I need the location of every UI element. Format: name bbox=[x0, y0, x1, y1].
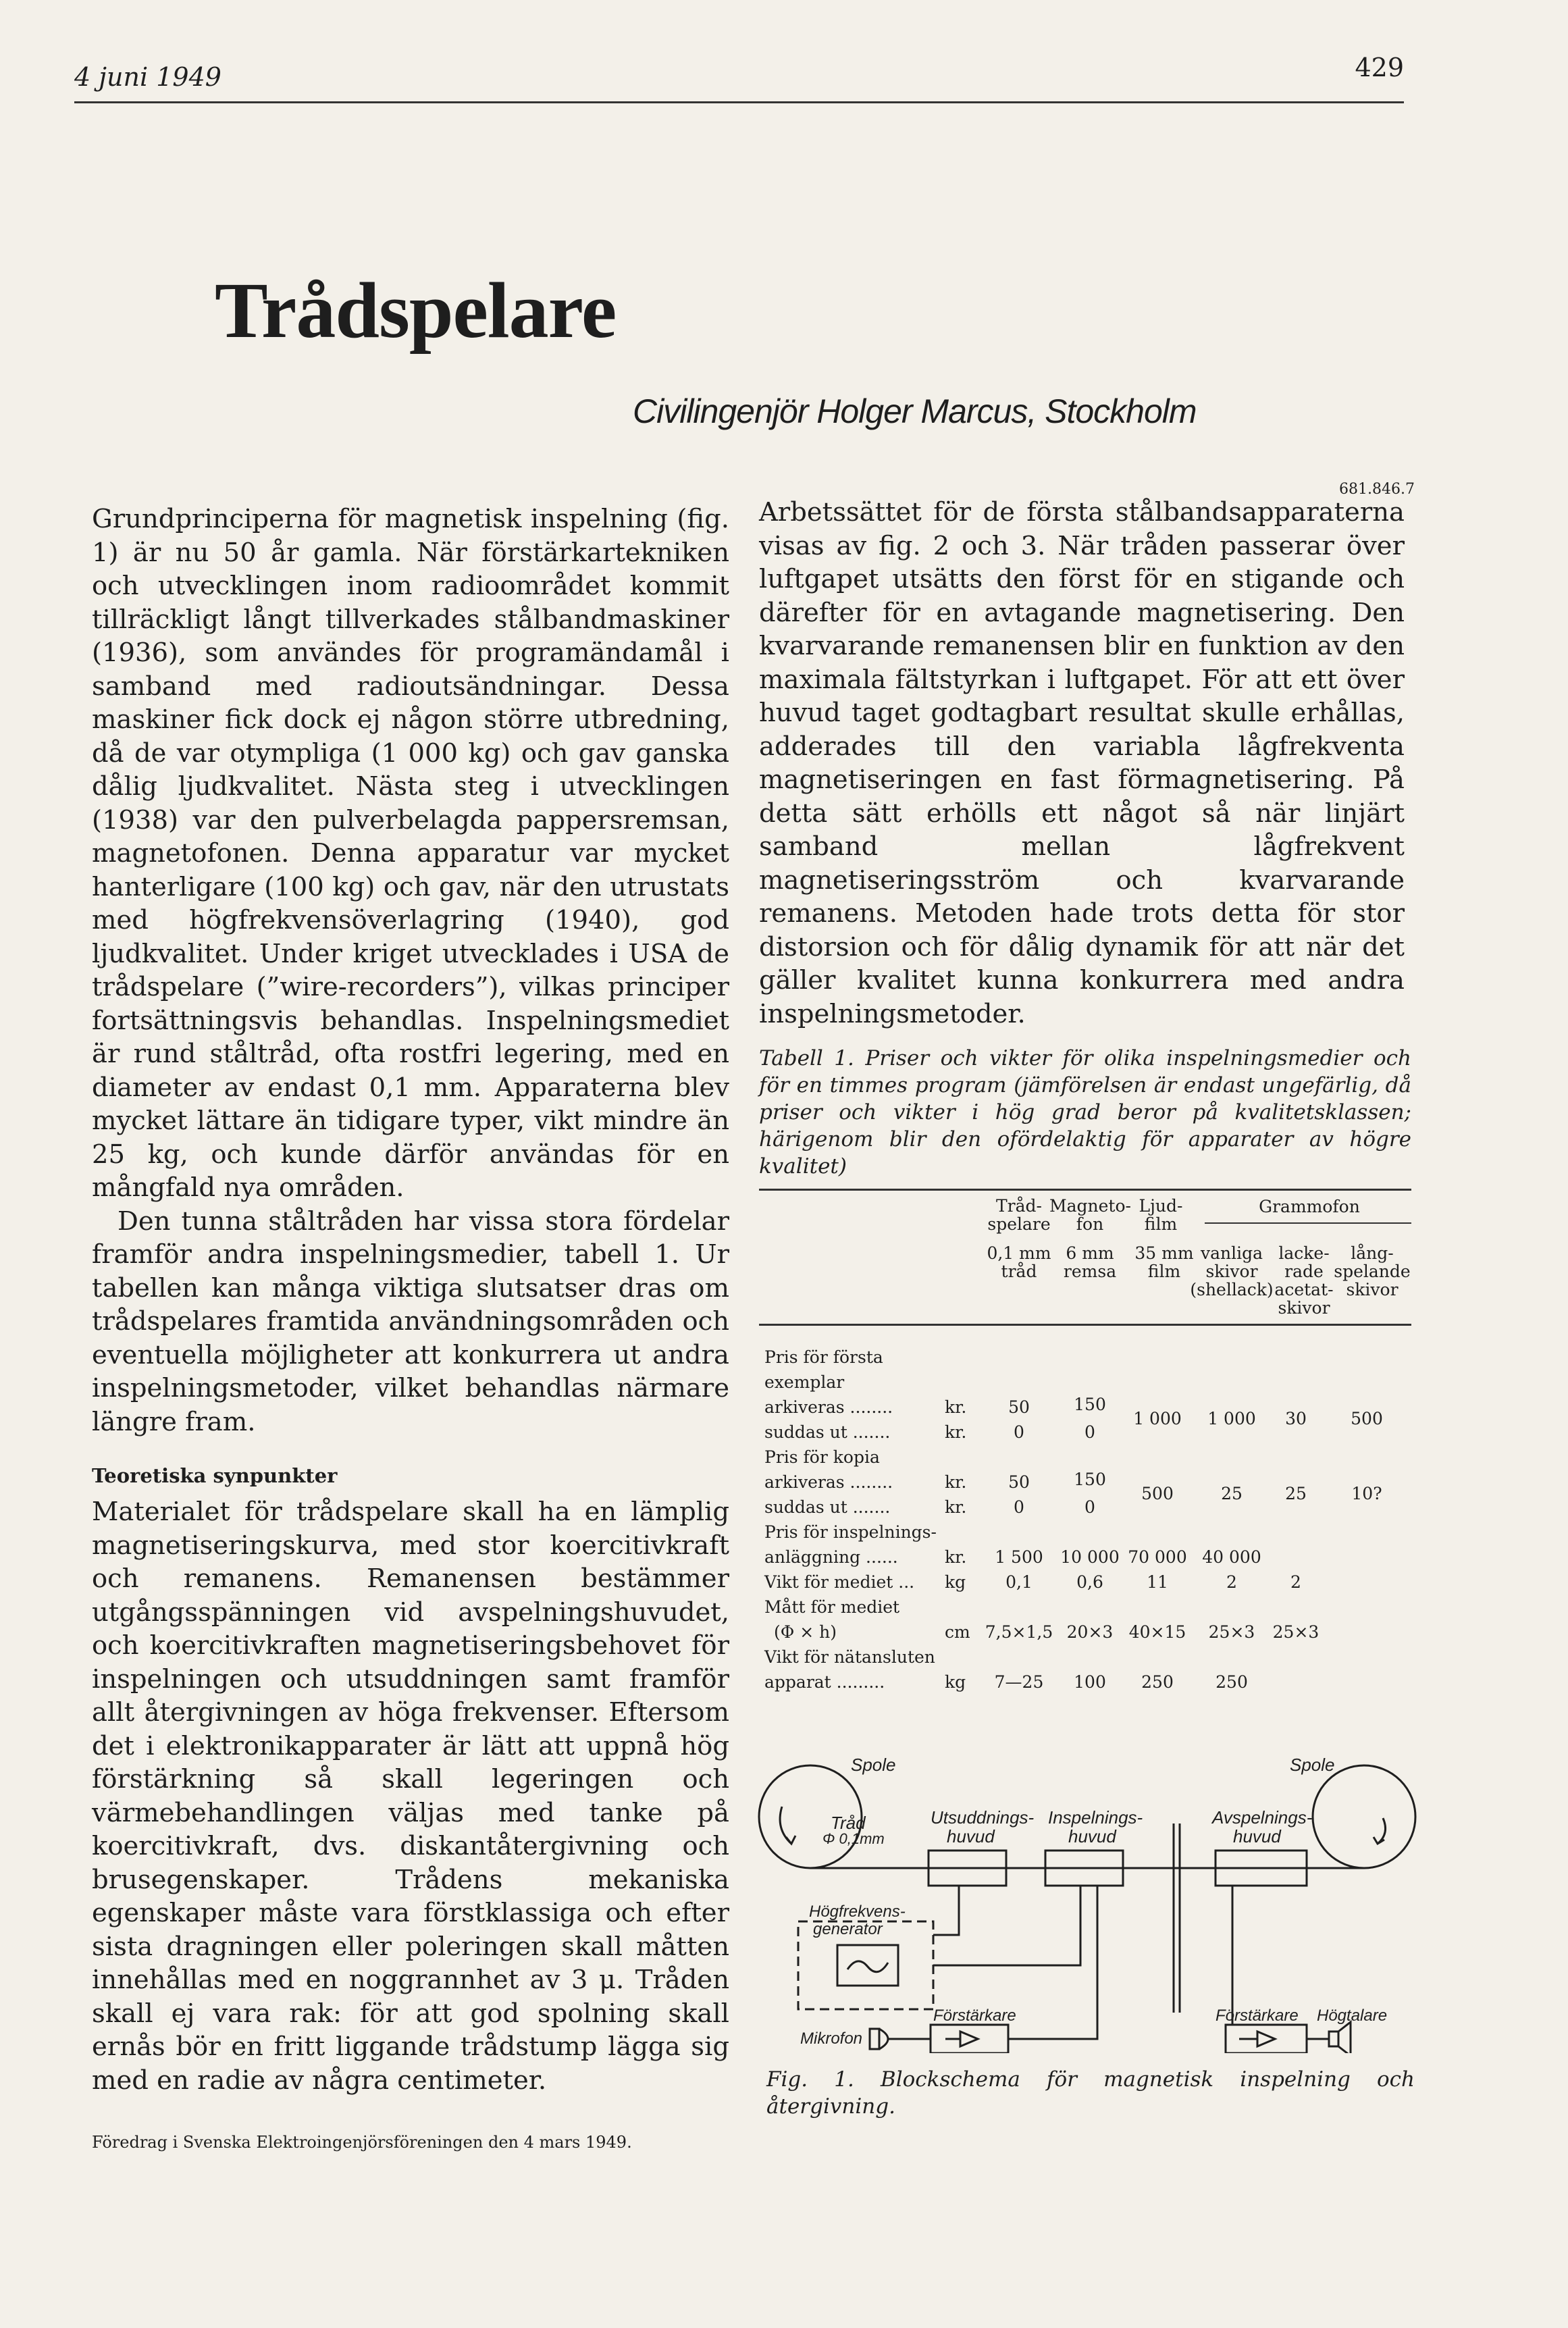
paragraph: Den tunna ståltråden har vissa stora fördelar framför andra inspelningsmedier, tabell 1. Ur tabellen kan många viktiga slutsatser dras om trådspelares framtida användningsområden och eventuella möjligheter att konkurrera ut andra inspelningsmetoder, vilket behandlas närmare längre fram. bbox=[92, 1206, 729, 1437]
row-label: Pris för första bbox=[764, 1347, 883, 1367]
row-label: suddas ut ....... bbox=[764, 1422, 891, 1442]
label-trad: Tråd bbox=[831, 1813, 866, 1833]
table-top-rule bbox=[759, 1189, 1411, 1191]
label-trad-diameter: Φ 0,1mm bbox=[822, 1830, 885, 1847]
row-unit: kr. bbox=[945, 1472, 967, 1492]
cell: 0 bbox=[1084, 1497, 1095, 1517]
col-subheader: vanliga skivor (shellack) bbox=[1190, 1243, 1274, 1299]
udc-code: 681.846.7 bbox=[1339, 481, 1415, 498]
cell: 0 bbox=[1084, 1422, 1095, 1442]
col-subheader: 0,1 mm tråd bbox=[987, 1243, 1051, 1281]
header-rule bbox=[74, 101, 1404, 103]
cell: 40 000 bbox=[1202, 1547, 1261, 1567]
row-label: Pris för inspelnings- bbox=[764, 1522, 937, 1542]
label-record-head-2: huvud bbox=[1068, 1826, 1116, 1846]
col-header: Magneto- fon bbox=[1049, 1196, 1131, 1234]
row-unit: kg bbox=[945, 1672, 966, 1692]
cell: 10? bbox=[1351, 1484, 1382, 1503]
cell: 1 000 bbox=[1133, 1409, 1182, 1428]
cell: 0 bbox=[1014, 1422, 1024, 1442]
cell: 10 000 bbox=[1060, 1547, 1120, 1567]
row-unit: kr. bbox=[945, 1422, 967, 1442]
cell: 2 bbox=[1290, 1572, 1301, 1592]
label-playback-head-2: huvud bbox=[1233, 1826, 1281, 1846]
row-unit: kg bbox=[945, 1572, 966, 1592]
section-heading: Teoretiska synpunkter bbox=[92, 1464, 338, 1487]
cell: 100 bbox=[1074, 1672, 1106, 1692]
cell: 1 500 bbox=[995, 1547, 1043, 1567]
label-erase-head-1: Utsuddnings- bbox=[931, 1807, 1035, 1828]
cell: 25×3 bbox=[1208, 1622, 1255, 1642]
cell: 25 bbox=[1285, 1484, 1307, 1503]
col-subheader: 35 mm film bbox=[1134, 1243, 1194, 1281]
paragraph: Grundprinciperna för magnetisk inspelning (fig. 1) är nu 50 år gamla. När förstärkartekniken och utvecklingen inom radioområdet kommit tillräckligt långt tillverkades stålbandmaskiner (1936), som användes för programändamål i samband med radioutsändningar. Dessa maskiner fick dock ej någon större utbredning, då de var otympliga (1 000 kg) och gav ganska dålig ljudkvalitet. Nästa steg i utvecklingen (1938) var den pulverbelagda pappersremsan, magnetofonen. Denna apparatur var mycket hanterligare (100 kg) och gav, när den utrustats med högfrekvensöverlagring (1940), god ljudkvalitet. Under kriget utvecklades i USA de trådspelare (”wire-recorders”), vilkas principer fortsättningsvis behandlas. Inspelningsmediet är rund ståltråd, ofta rostfri legering, med en diameter av endast 0,1 mm. Apparaterna blev mycket lättare än tidigare typer, vikt mindre än 25 kg, och kunde därför användas för en mångfald nya områden. bbox=[92, 504, 729, 1203]
data-table bbox=[759, 1189, 1411, 1702]
left-column bbox=[92, 502, 729, 1439]
figure-caption: Fig. 1. Blockschema för magnetisk inspelning och återgivning. bbox=[766, 2067, 1415, 2119]
table-header-rule bbox=[759, 1324, 1411, 1326]
row-label: Pris för kopia bbox=[764, 1447, 880, 1467]
cell: 7,5×1,5 bbox=[985, 1622, 1053, 1642]
cell: 0,1 bbox=[1005, 1572, 1033, 1592]
cell: 7—25 bbox=[994, 1672, 1044, 1692]
cell: 11 bbox=[1147, 1572, 1168, 1592]
cell: 50 bbox=[1008, 1397, 1030, 1417]
footnote: Föredrag i Svenska Elektroingenjörsföreningen den 4 mars 1949. bbox=[92, 2133, 632, 2152]
cell: 500 bbox=[1141, 1484, 1174, 1503]
microphone bbox=[870, 2029, 879, 2049]
cell: 25 bbox=[1221, 1484, 1243, 1503]
col-subheader: lång- spelande skivor bbox=[1334, 1243, 1411, 1299]
row-label: Vikt för mediet ... bbox=[764, 1572, 915, 1592]
cell: 500 bbox=[1351, 1409, 1383, 1428]
col-header: Grammofon bbox=[1259, 1197, 1360, 1216]
row-unit: kr. bbox=[945, 1497, 967, 1517]
cell: 250 bbox=[1141, 1672, 1174, 1692]
label-microphone: Mikrofon bbox=[800, 2029, 863, 2048]
row-label: exemplar bbox=[764, 1372, 845, 1392]
label-amplifier-left: Förstärkare bbox=[933, 2007, 1016, 2025]
cell: 0,6 bbox=[1076, 1572, 1103, 1592]
row-label: arkiveras ........ bbox=[764, 1397, 893, 1417]
cell: 20×3 bbox=[1066, 1622, 1114, 1642]
cell: 150 bbox=[1074, 1470, 1106, 1489]
label-hf-generator-1: Högfrekvens- bbox=[809, 1903, 906, 1921]
row-unit: kr. bbox=[945, 1547, 967, 1567]
col-header: Ljud- film bbox=[1139, 1196, 1183, 1234]
cell: 1 000 bbox=[1207, 1409, 1256, 1428]
row-label: anläggning ...... bbox=[764, 1547, 898, 1567]
label-amplifier-right: Förstärkare bbox=[1216, 2007, 1299, 2025]
row-label: Vikt för nätansluten bbox=[764, 1647, 935, 1667]
row-label: arkiveras ........ bbox=[764, 1472, 893, 1492]
row-label: (Φ × h) bbox=[774, 1622, 837, 1642]
row-label: Mått för mediet bbox=[764, 1597, 900, 1617]
loudspeaker bbox=[1329, 2032, 1338, 2046]
cell: 250 bbox=[1216, 1672, 1248, 1692]
row-label: suddas ut ....... bbox=[764, 1497, 891, 1517]
row-unit: kr. bbox=[945, 1397, 967, 1417]
col-header: Tråd- spelare bbox=[987, 1196, 1051, 1234]
right-column bbox=[759, 496, 1405, 1031]
label-record-head-1: Inspelnings- bbox=[1048, 1807, 1143, 1828]
cell: 150 bbox=[1074, 1395, 1106, 1414]
diagram-labels bbox=[800, 1755, 1387, 2048]
block-diagram bbox=[756, 1742, 1425, 2053]
row-unit: cm bbox=[945, 1622, 970, 1642]
article-title: Trådspelare bbox=[215, 266, 617, 355]
label-hf-generator-2: generator bbox=[813, 1920, 883, 1938]
cell: 70 000 bbox=[1128, 1547, 1187, 1567]
sine-icon bbox=[847, 1961, 888, 1972]
paragraph: Materialet för trådspelare skall ha en lämplig magnetiseringskurva, med stor koercitivkraft och remanens. Remanensen bestämmer utgångsspänningen vid avspelningshuvudet, och koercitivkraften magnetiseringsbehovet för inspelningen och utsuddningen samt framför allt återgivningen av höga frekvenser. Eftersom det i elektronikapparater är lätt att uppnå hög förstärkning så skall legeringen och värmebehandlingen väljas med tanke på koercitivkraft, dvs. diskantåtergivning och brusegenskaper. Trådens mekaniska egenskaper måste vara förstklassiga och efter sista dragningen eller poleringen skall måtten innehållas med en noggrannhet av 3 μ. Tråden skall ej vara rak: för att god spolning skall ernås bör en fritt liggande trådstump lägga sig med en radie av några centimeter. bbox=[92, 1497, 729, 2096]
row-label: apparat ......... bbox=[764, 1672, 885, 1692]
cell: 50 bbox=[1008, 1472, 1030, 1492]
col-subheader: 6 mm remsa bbox=[1063, 1243, 1117, 1281]
label-speaker: Högtalare bbox=[1317, 2007, 1388, 2025]
amplifier-left bbox=[931, 2025, 1008, 2053]
cell: 2 bbox=[1226, 1572, 1237, 1592]
cell: 30 bbox=[1285, 1409, 1307, 1428]
col-subheader: lacke- rade acetat- skivor bbox=[1274, 1243, 1334, 1318]
table-caption: Tabell 1. Priser och vikter för olika inspelningsmedier och för en timmes program (jämförelsen är endast ungefärlig, då priser och vikter i hög grad beror på kvalitetsklassen; härigenom blir den ofördelaktig för apparater av högre kvalitet) bbox=[759, 1046, 1411, 1179]
cell: 40×15 bbox=[1128, 1622, 1186, 1642]
left-column-section bbox=[92, 1495, 729, 2097]
cell: 0 bbox=[1014, 1497, 1024, 1517]
running-header-date: 4 juni 1949 bbox=[74, 62, 221, 92]
label-playback-head-1: Avspelnings- bbox=[1212, 1807, 1313, 1828]
amplifier-right bbox=[1226, 2025, 1307, 2053]
paragraph: Arbetssättet för de första stålbandsapparaterna visas av fig. 2 och 3. När tråden passerar över luftgapet utsätts den först för en stigande och därefter för en avtagande magnetisering. Den kvarvarande remanensen blir en funktion av den maximala fältstyrkan i luftgapet. För att ett över huvud taget godtagbart resultat skulle erhållas, adderades till den variabla lågfrekventa magnetiseringen en fast förmagnetisering. På detta sätt erhölls ett något så när linjärt samband mellan lågfrekvent magnetiseringsström och kvarvarande remanens. Metoden hade trots detta för stor distorsion och för dålig dynamik för att när det gäller kvalitet kunna konkurrera med andra inspelningsmetoder. bbox=[759, 497, 1405, 1029]
spool-right bbox=[1313, 1765, 1415, 1868]
page-number: 429 bbox=[1355, 53, 1404, 82]
cell: 25×3 bbox=[1272, 1622, 1319, 1642]
label-spole-right: Spole bbox=[1290, 1755, 1335, 1775]
label-spole-left: Spole bbox=[851, 1755, 896, 1775]
grammofon-rule bbox=[1205, 1222, 1411, 1224]
article-byline: Civilingenjör Holger Marcus, Stockholm bbox=[633, 392, 1197, 430]
label-erase-head-2: huvud bbox=[947, 1826, 995, 1846]
